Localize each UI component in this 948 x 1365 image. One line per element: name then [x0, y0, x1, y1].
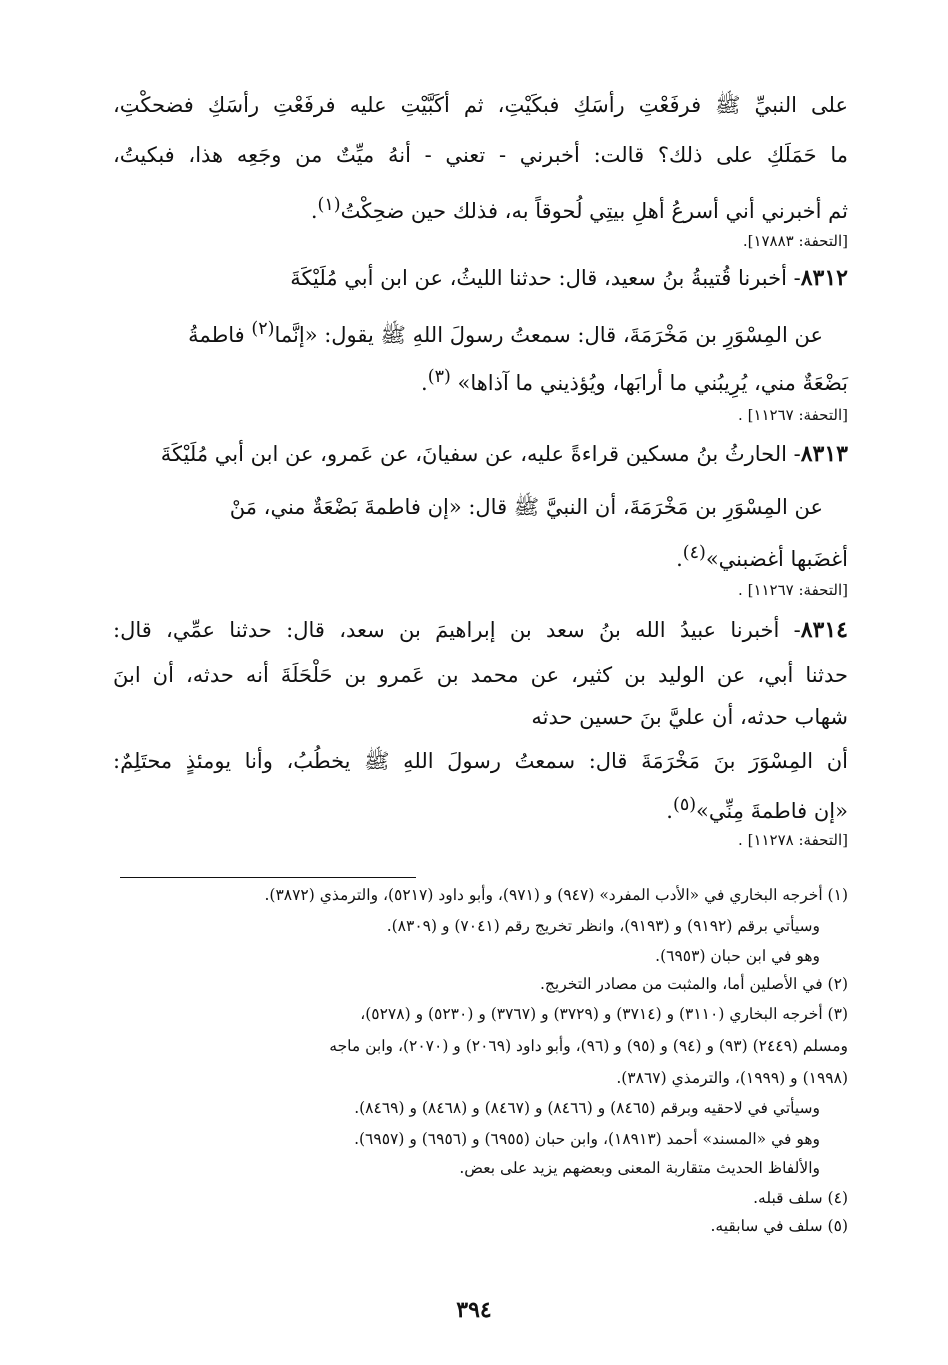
footnote-line: (٣) أخرجه البخاري (٣١١٠) و (٣٧١٤) و (٣٧٢٩) و (٣٧٦٧) و (٥٢٣٠) و (٥٢٧٨)،	[360, 1005, 848, 1023]
hadith-8314-line: شهاب حدثه، أن عليَّ بنَ حسين حدثه	[531, 705, 848, 729]
tuhfa-reference: [التحفة: ١٧٨٨٣].	[742, 232, 848, 250]
footnote-line: (٥) سلف في سابقيه.	[710, 1217, 848, 1235]
hadith-number: ٨٣١٤	[800, 617, 848, 643]
text-line: ما حَمَلَكِ على ذلك؟ قالت: أخبرني - تعني - أنهُ ميِّتٌ من وجَعِه هذا، فبكيتُ،	[113, 143, 848, 167]
hadith-8312-line: عن المِسْوَرِ بن مَخْرَمَةَ، قال: سمعتُ رسولَ اللهِ ﷺ يقول: «إنَّما$^{(٢)}$ فاطمةُ	[188, 319, 823, 347]
footnote-line: (١) أخرجه البخاري في «الأدب المفرد» (٩٤٧) و (٩٧١)، وأبو داود (٥٢١٧)، والترمذي (٣٨٧٢).	[264, 886, 848, 904]
text-line: ثم أخبرني أني أسرعُ أهلِ بيتِي لُحوقاً به، فذلك حين ضحِكْتُ$^{(١)}$.	[310, 195, 848, 223]
footnote-ref: (١)	[317, 195, 341, 215]
footnote-ref: (٣)	[427, 367, 451, 387]
hadith-8313-line: ٨٣١٣- الحارثُ بنُ مسكين قراءةً عليه، عن سفيانَ، عن عَمرو، عن ابن أبي مُلَيْكَةَ	[160, 441, 848, 467]
footnote-separator	[120, 877, 416, 878]
footnote-line: وسيأتي برقم (٩١٩٢) و (٩١٩٣)، وانظر تخريج رقم (٧٠٤١) و (٨٣٠٩).	[386, 917, 820, 935]
hadith-8312-line: ٨٣١٢- أخبرنا قُتيبةُ بنُ سعيد، قال: حدثنا الليثُ، عن ابن أبي مُلَيْكَةَ	[290, 265, 848, 291]
footnote-line: (٢) في الأصلين أما، والمثبت من مصادر التخريج.	[539, 975, 848, 993]
footnote-line: وهو في «المسند» أحمد (١٨٩١٣)، وابن حبان (٦٩٥٥) و (٦٩٥٦) و (٦٩٥٧).	[354, 1130, 820, 1148]
hadith-8312-line: بَضْعَةٌ مني، يُرِيبُني ما أرابَها، ويُؤذيني ما آذاها» $^{(٣)}$.	[421, 367, 848, 395]
hadith-8313-line: عن المِسْوَرِ بن مَخْرَمَةَ، أن النبيَّ ﷺ قال: «إن فاطمةَ بَضْعَةٌ مني، مَنْ	[229, 495, 823, 519]
footnote-line: وهو في ابن حبان (٦٩٥٣).	[655, 947, 820, 965]
hadith-8314-line: أن المِسْوَرَ بنَ مَخْرَمَةَ قال: سمعتُ رسولَ اللهِ ﷺ يخطُبُ، وأنا يومئذٍ محتَلِمٌ:	[113, 749, 848, 773]
footnote-line: (١٩٩٨) و (١٩٩٩)، والترمذي (٣٨٦٧).	[616, 1069, 848, 1087]
page-number: ٣٩٤	[456, 1297, 492, 1323]
hadith-8314-line: «إن فاطمةَ مِنِّي»$^{(٥)}$.	[666, 795, 848, 823]
tuhfa-reference: [التحفة: ١١٢٧٨] .	[738, 831, 848, 849]
footnote-line: وسيأتي في لاحقيه وبرقم (٨٤٦٥) و (٨٤٦٦) و (٨٤٦٧) و (٨٤٦٨) و (٨٤٦٩).	[354, 1099, 820, 1117]
tuhfa-reference: [التحفة: ١١٢٦٧] .	[738, 406, 848, 424]
footnote-ref: (٥)	[672, 795, 697, 815]
footnote-line: ومسلم (٢٤٤٩) (٩٣) و (٩٤) و (٩٥) و (٩٦)، وأبو داود (٢٠٦٩) و (٢٠٧٠)، وابن ماجه	[329, 1037, 848, 1055]
hadith-8313-line: أغضَبها أغضبني»$^{(٤)}$.	[676, 543, 848, 571]
text-line: على النبيِّ ﷺ فرفَعْتِ رأسَكِ فبكَيْتِ، ثم أكَبَّيْتِ عليه فرفَعْتِ رأسَكِ فضحكْتِ،	[113, 93, 848, 117]
hadith-8314-line: حدثنا أبي، عن الوليد بن كثير، عن محمد بن عَمرو بن حَلْحَلَةَ أنه حدثه، أن ابنَ	[113, 663, 848, 687]
hadith-8314-line: ٨٣١٤- أخبرنا عبيدُ الله بنُ سعد بن إبراهيمَ بن سعد، قال: حدثنا عمِّي، قال:	[113, 617, 848, 643]
hadith-number: ٨٣١٣	[800, 441, 848, 467]
footnote-ref: (٤)	[682, 543, 706, 563]
hadith-number: ٨٣١٢	[800, 265, 848, 291]
footnote-ref: (٢)	[251, 319, 275, 339]
footnote-line: (٤) سلف قبله.	[753, 1189, 848, 1207]
footnote-line: والألفاظ الحديث متقاربة المعنى وبعضهم يزيد على بعض.	[459, 1159, 820, 1177]
tuhfa-reference: [التحفة: ١١٢٦٧] .	[738, 581, 848, 599]
